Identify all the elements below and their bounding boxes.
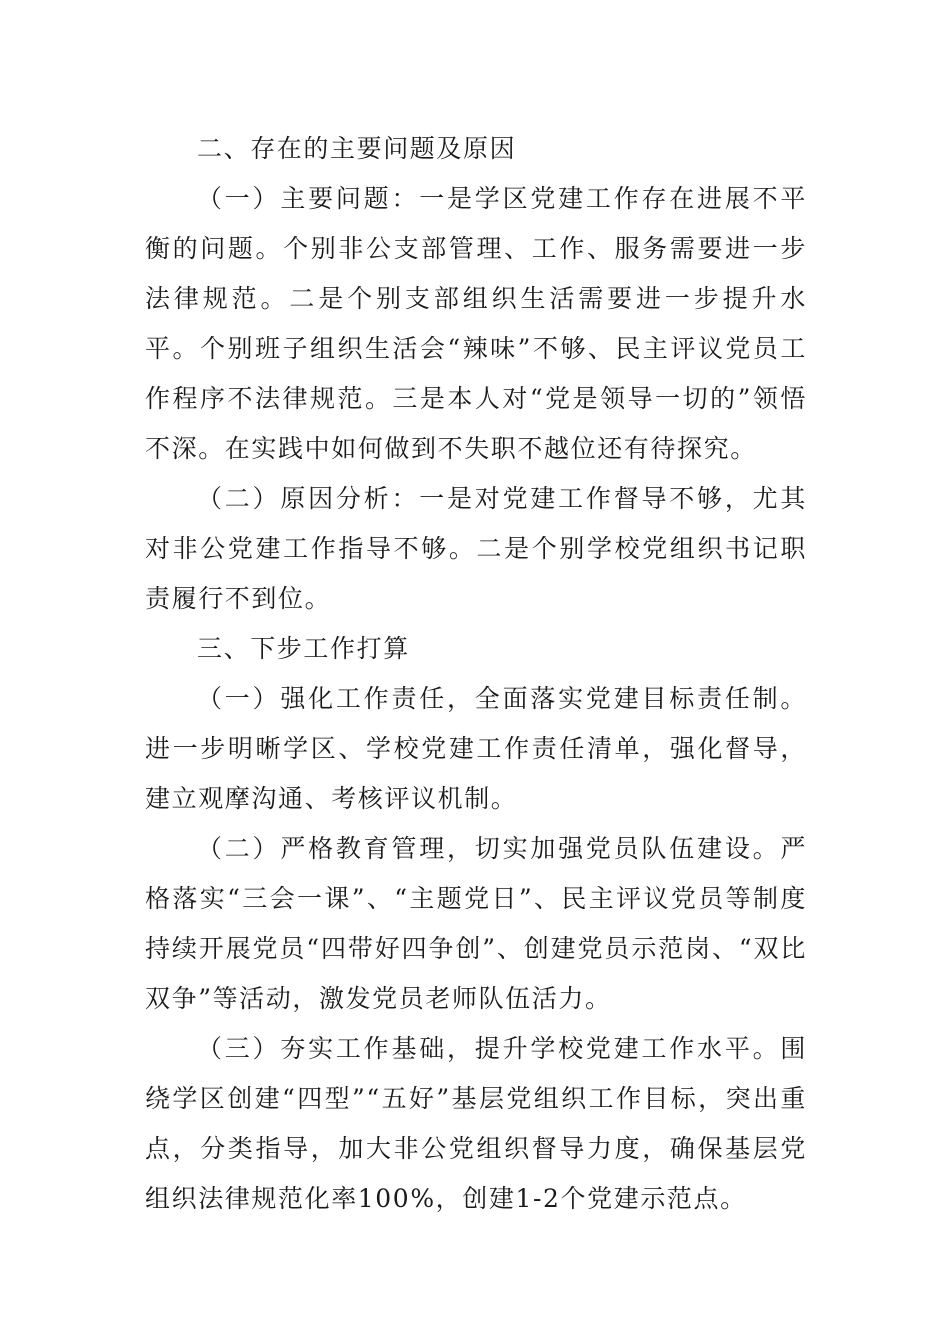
document-body	[145, 124, 807, 1224]
section-heading-next-steps: 三、下步工作打算	[197, 634, 410, 663]
paragraph-main-problems: （一）主要问题：一是学区党建工作存在进展不平衡的问题。个别非公支部管理、工作、服务需要进一步法律规范。二是个别支部组织生活需要进一步提升水平。个别班子组织生活会“辣味”不够、民主评议党员工作程序不法律规范。三是本人对“党是领导一切的”领悟不深。在实践中如何做到不失职不越位还有待探究。	[145, 184, 807, 463]
paragraph-cause-analysis: （二）原因分析：一是对党建工作督导不够，尤其对非公党建工作指导不够。二是个别学校党组织书记职责履行不到位。	[145, 484, 807, 613]
paragraph-step-two: （二）严格教育管理，切实加强党员队伍建设。严格落实“三会一课”、“主题党日”、民主评议党员等制度持续开展党员“四带好四争创”、创建党员示范岗、“双比双争”等活动，激发党员老师队伍活力。	[145, 834, 807, 1013]
section-heading-problems: 二、存在的主要问题及原因	[197, 134, 517, 163]
paragraph-step-three: （三）夯实工作基础，提升学校党建工作水平。围绕学区创建“四型”“五好”基层党组织工作目标，突出重点，分类指导，加大非公党组织督导力度，确保基层党组织法律规范化率100%，创建1-2个党建示范点。	[145, 1034, 807, 1213]
paragraph-step-one: （一）强化工作责任，全面落实党建目标责任制。进一步明晰学区、学校党建工作责任清单，强化督导，建立观摩沟通、考核评议机制。	[145, 684, 807, 813]
